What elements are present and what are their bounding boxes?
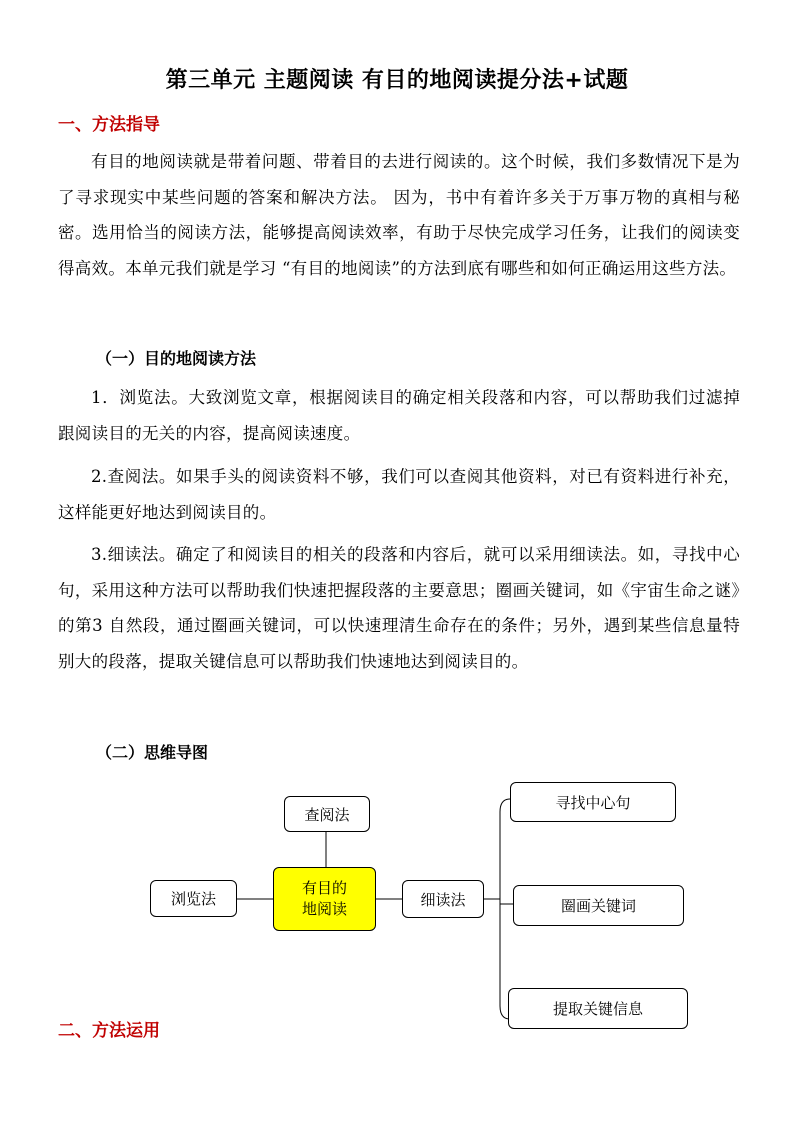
- intro-paragraph: 有目的地阅读就是带着问题、带着目的去进行阅读的。这个时候，我们多数情况下是为了寻求现实中某些问题的答案和解决方法。 因为，书中有着许多关于万事万物的真相与秘密。选用恰当的阅读方法，能够提高阅读效率，有助于尽快完成学习任务，让我们的阅读变得高效。本单元我们就是学习 “有目的地阅读”的方法到底有哪些和如何正确运用这些方法。: [58, 152, 740, 278]
- mindmap-branch-keywords: 圈画关键词: [513, 885, 684, 926]
- method-item-lookup: 2.查阅法。如果手头的阅读资料不够，我们可以查阅其他资料，对已有资料进行补充，这样能更好地达到阅读目的。: [58, 467, 740, 522]
- mindmap-node-detail: 细读法: [402, 880, 484, 918]
- method-item-browse: 1．浏览法。大致浏览文章，根据阅读目的确定相关段落和内容，可以帮助我们过滤掉跟阅读目的无关的内容，提高阅读速度。: [58, 388, 740, 443]
- center-line-2: 地阅读: [301, 900, 347, 918]
- brace-detail-branches: [500, 799, 510, 1019]
- subheading-mind-map: （二）思维导图: [96, 743, 209, 762]
- page-title: 第三单元 主题阅读 有目的地阅读提分法+试题: [165, 68, 629, 93]
- mind-map: [0, 770, 794, 1040]
- center-line-1: 有目的: [301, 879, 347, 897]
- section-heading-method-application: 二、方法运用: [58, 1021, 160, 1041]
- subheading-reading-methods: （一）目的地阅读方法: [96, 349, 257, 368]
- method-item-detail-reading: 3.细读法。确定了和阅读目的相关的段落和内容后，就可以采用细读法。如，寻找中心句，采用这种方法可以帮助我们快速把握段落的主要意思；圈画关键词，如《宇宙生命之谜》的第3 自然段，通过圈画关键词，可以快速理清生命存在的条件；另外，遇到某些信息量特别大的段落，提取关键信息可以帮助我们快速地达到阅读目的。: [58, 545, 740, 671]
- mindmap-node-lookup: 查阅法: [284, 796, 370, 832]
- mindmap-node-browse: 浏览法: [150, 880, 237, 917]
- mindmap-node-center: [273, 867, 376, 931]
- mindmap-branch-central-sentence: 寻找中心句: [510, 782, 676, 822]
- mindmap-branch-key-info: 提取关键信息: [508, 988, 688, 1029]
- section-heading-method-guide: 一、方法指导: [58, 115, 160, 135]
